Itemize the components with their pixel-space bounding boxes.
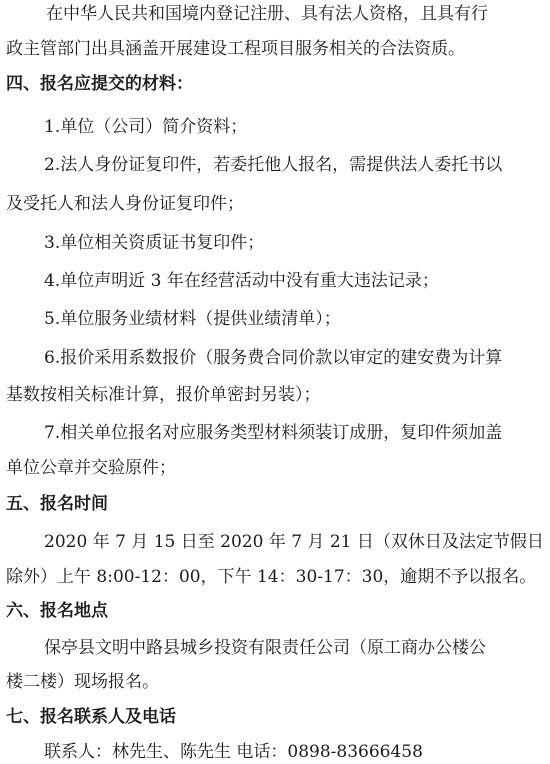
section-heading: 六、报名地点 xyxy=(6,601,108,621)
list-item-continuation: 及受托人和法人身份证复印件； xyxy=(6,194,244,214)
intro-line-1: 在中华人民共和国境内登记注册、具有法人资格，且具有行 xyxy=(46,4,488,24)
paragraph-line: 楼二楼）现场报名。 xyxy=(6,672,159,692)
list-item-continuation: 单位公章并交验原件； xyxy=(6,458,176,478)
list-item: 4.单位声明近 3 年在经营活动中没有重大违法记录； xyxy=(44,271,439,291)
intro-line-2: 政主管部门出具涵盖开展建设工程项目服务相关的合法资质。 xyxy=(6,39,465,59)
list-item: 5.单位服务业绩材料（提供业绩清单）； xyxy=(44,309,341,329)
paragraph-line: 保亭县文明中路县城乡投资有限责任公司（原工商办公楼公 xyxy=(44,638,486,658)
section-heading: 五、报名时间 xyxy=(6,494,108,514)
list-item: 6.报价采用系数报价（服务费合同价款以审定的建安费为计算 xyxy=(44,348,503,368)
paragraph-line: 除外）上午 8:00-12：00，下午 14：30-17：30，逾期不予以报名。 xyxy=(6,567,537,587)
list-item: 3.单位相关资质证书复印件； xyxy=(44,233,265,253)
list-item-continuation: 基数按相关标准计算，报价单密封另装）； xyxy=(6,385,321,405)
contact-line: 联系人：林先生、陈先生 电话：0898-83666458 xyxy=(44,742,423,762)
section-heading: 七、报名联系人及电话 xyxy=(6,707,176,727)
list-item: 1.单位（公司）简介资料； xyxy=(44,117,248,137)
paragraph-line: 2020 年 7 月 15 日至 2020 年 7 月 21 日（双休日及法定节假日 xyxy=(44,532,544,552)
list-item: 7.相关单位报名对应服务类型材料须装订成册，复印件须加盖 xyxy=(44,423,503,443)
list-item: 2.法人身份证复印件，若委托他人报名，需提供法人委托书以 xyxy=(44,155,503,175)
section-heading: 四、报名应提交的材料： xyxy=(6,74,193,94)
